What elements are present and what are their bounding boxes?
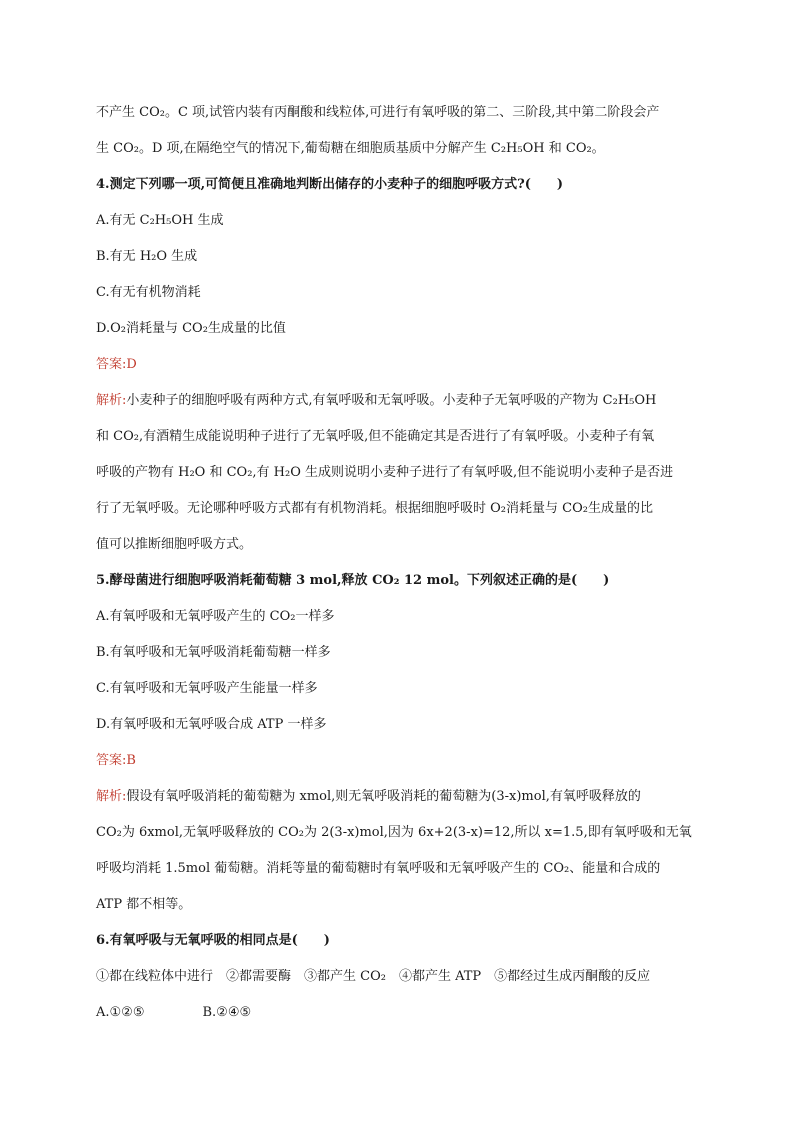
question-5-option-d: D.有氧呼吸和无氧呼吸合成 ATP 一样多 [96,717,327,732]
question-4-option-c: C.有无有机物消耗 [96,285,201,300]
question-5-analysis [96,788,706,806]
question-6-option-a: A.①②⑤ [96,1005,145,1020]
question-6-options [96,1004,706,1022]
question-5-stem: 5.酵母菌进行细胞呼吸消耗葡萄糖 3 mol,释放 CO₂ 12 mol。下列叙述正确的是( ) [96,573,610,588]
question-5-option-c: C.有氧呼吸和无氧呼吸产生能量一样多 [96,681,318,696]
question-4-stem: 4.测定下列哪一项,可简便且准确地判断出储存的小麦种子的细胞呼吸方式?( ) [96,177,564,192]
analysis-line: 行了无氧呼吸。无论哪种呼吸方式都有有机物消耗。根据细胞呼吸时 O₂消耗量与 CO₂生成量的比 [96,501,653,516]
analysis-text: 小麦种子的细胞呼吸有两种方式,有氧呼吸和无氧呼吸。小麦种子无氧呼吸的产物为 C₂H₅OH [126,393,657,408]
question-6-stem: 6.有氧呼吸与无氧呼吸的相同点是( ) [96,933,330,948]
analysis-line: ATP 都不相等。 [96,897,192,912]
question-6-items: ①都在线粒体中进行 ②都需要酶 ③都产生 CO₂ ④都产生 ATP ⑤都经过生成丙酮酸的反应 [96,969,651,984]
analysis-label: 解析: [96,789,127,804]
question-4-option-d: D.O₂消耗量与 CO₂生成量的比值 [96,321,286,336]
question-5-option-a: A.有氧呼吸和无氧呼吸产生的 CO₂一样多 [96,609,335,624]
question-4-option-a: A.有无 C₂H₅OH 生成 [96,213,224,228]
question-5-option-b: B.有氧呼吸和无氧呼吸消耗葡萄糖一样多 [96,645,331,660]
paragraph-line: 不产生 CO₂。C 项,试管内装有丙酮酸和线粒体,可进行有氧呼吸的第二、三阶段,其中第二阶段会产 [96,105,660,120]
analysis-label: 解析: [96,393,127,408]
analysis-text: 假设有氧呼吸消耗的葡萄糖为 xmol,则无氧呼吸消耗的葡萄糖为(3-x)mol,有氧呼吸释放的 [126,789,641,804]
analysis-line: 呼吸均消耗 1.5mol 葡萄糖。消耗等量的葡萄糖时有氧呼吸和无氧呼吸产生的 CO₂、能量和合成的 [96,861,661,876]
question-6-option-b: B.②④⑤ [202,1005,252,1020]
analysis-line: 和 CO₂,有酒精生成能说明种子进行了无氧呼吸,但不能确定其是否进行了有氧呼吸。小麦种子有氧 [96,429,655,444]
analysis-line: 值可以推断细胞呼吸方式。 [96,537,253,552]
question-4-analysis [96,392,706,410]
question-5-answer: 答案:B [96,753,136,768]
question-4-answer: 答案:D [96,357,137,372]
analysis-line: CO₂为 6xmol,无氧呼吸释放的 CO₂为 2(3-x)mol,因为 6x+2(3-x)=12,所以 x=1.5,即有氧呼吸和无氧 [96,825,692,840]
question-4-option-b: B.有无 H₂O 生成 [96,249,198,264]
paragraph-line: 生 CO₂。D 项,在隔绝空气的情况下,葡萄糖在细胞质基质中分解产生 C₂H₅OH 和 CO₂。 [96,141,605,156]
analysis-line: 呼吸的产物有 H₂O 和 CO₂,有 H₂O 生成则说明小麦种子进行了有氧呼吸,但不能说明小麦种子是否进 [96,465,674,480]
